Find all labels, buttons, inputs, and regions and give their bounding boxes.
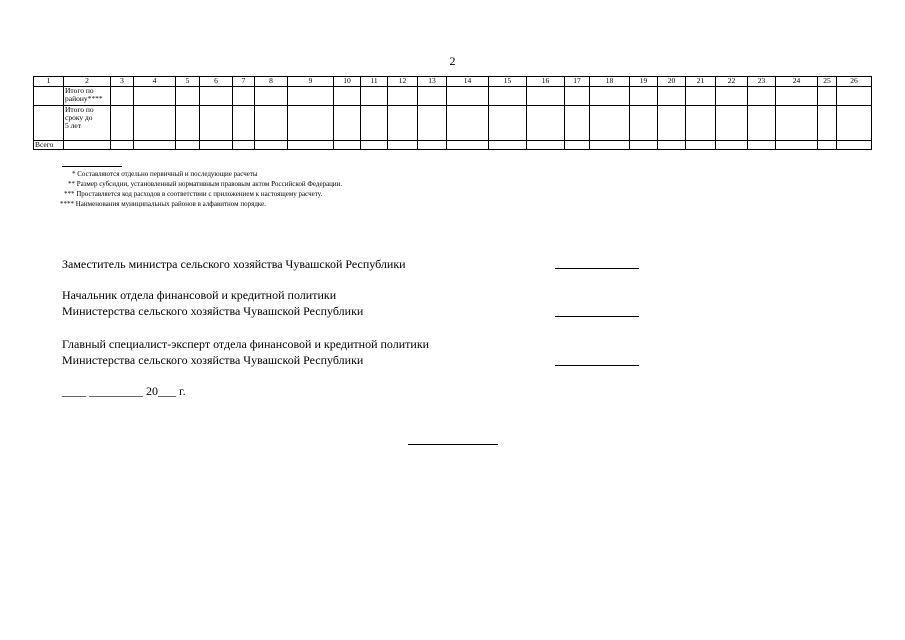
header-row [34, 77, 872, 87]
end-rule [408, 444, 498, 445]
signature-chief-specialist: Главный специалист-эксперт отдела финансовой и кредитной политики Министерства сельского хозяйства Чувашской Республики [62, 337, 430, 367]
table-cell [34, 87, 64, 106]
col-header: 22 [716, 77, 748, 87]
data-table [33, 76, 872, 150]
footnote-separator [62, 166, 122, 167]
col-header: 25 [818, 77, 837, 87]
col-header: 26 [837, 77, 872, 87]
table-cell [34, 106, 64, 141]
col-header: 20 [658, 77, 686, 87]
col-header: 15 [489, 77, 527, 87]
signature-department-head: Начальник отдела финансовой и кредитной политики Министерства сельского хозяйства Чувашской Республики [62, 288, 364, 318]
col-header: 19 [630, 77, 658, 87]
col-header: 21 [686, 77, 716, 87]
col-header: 18 [590, 77, 630, 87]
col-header: 9 [288, 77, 334, 87]
col-header: 8 [255, 77, 288, 87]
signature-line [555, 316, 639, 317]
table-row [34, 141, 872, 150]
footnotes [56, 169, 342, 209]
col-header: 11 [361, 77, 388, 87]
signature-line [555, 365, 639, 366]
col-header: 24 [776, 77, 818, 87]
table-row [34, 106, 872, 141]
footnote: * Составляются отдельно первичный и последующие расчеты [72, 170, 258, 178]
col-header: 23 [748, 77, 776, 87]
col-header: 12 [388, 77, 418, 87]
col-header: 13 [418, 77, 447, 87]
col-header: 5 [176, 77, 200, 87]
col-header: 16 [527, 77, 565, 87]
signature-line [555, 268, 639, 269]
col-header: 3 [111, 77, 134, 87]
row-label-grand-total: Всего [34, 141, 64, 150]
table-row [34, 87, 872, 106]
col-header: 4 [134, 77, 176, 87]
col-header: 10 [334, 77, 361, 87]
col-header: 6 [200, 77, 233, 87]
page-number: 2 [449, 54, 456, 68]
col-header: 1 [34, 77, 64, 87]
footnote: **** Наименования муниципальных районов в алфавитном порядке. [60, 200, 266, 208]
footnote: *** Проставляется код расходов в соответствии с приложением к настоящему расчету. [64, 190, 323, 198]
col-header: 7 [233, 77, 255, 87]
row-label-district-total: Итого по району**** [64, 87, 111, 106]
footnote: ** Размер субсидии, установленный нормативным правовым актом Российской Федерации. [68, 180, 343, 188]
col-header: 2 [64, 77, 111, 87]
date-line: ____ _________ 20___ г. [62, 384, 186, 398]
col-header: 14 [447, 77, 489, 87]
signature-deputy-minister: Заместитель министра сельского хозяйства Чувашской Республики [62, 257, 406, 271]
row-label-term-total: Итого по сроку до 5 лет [64, 106, 111, 141]
col-header: 17 [565, 77, 590, 87]
